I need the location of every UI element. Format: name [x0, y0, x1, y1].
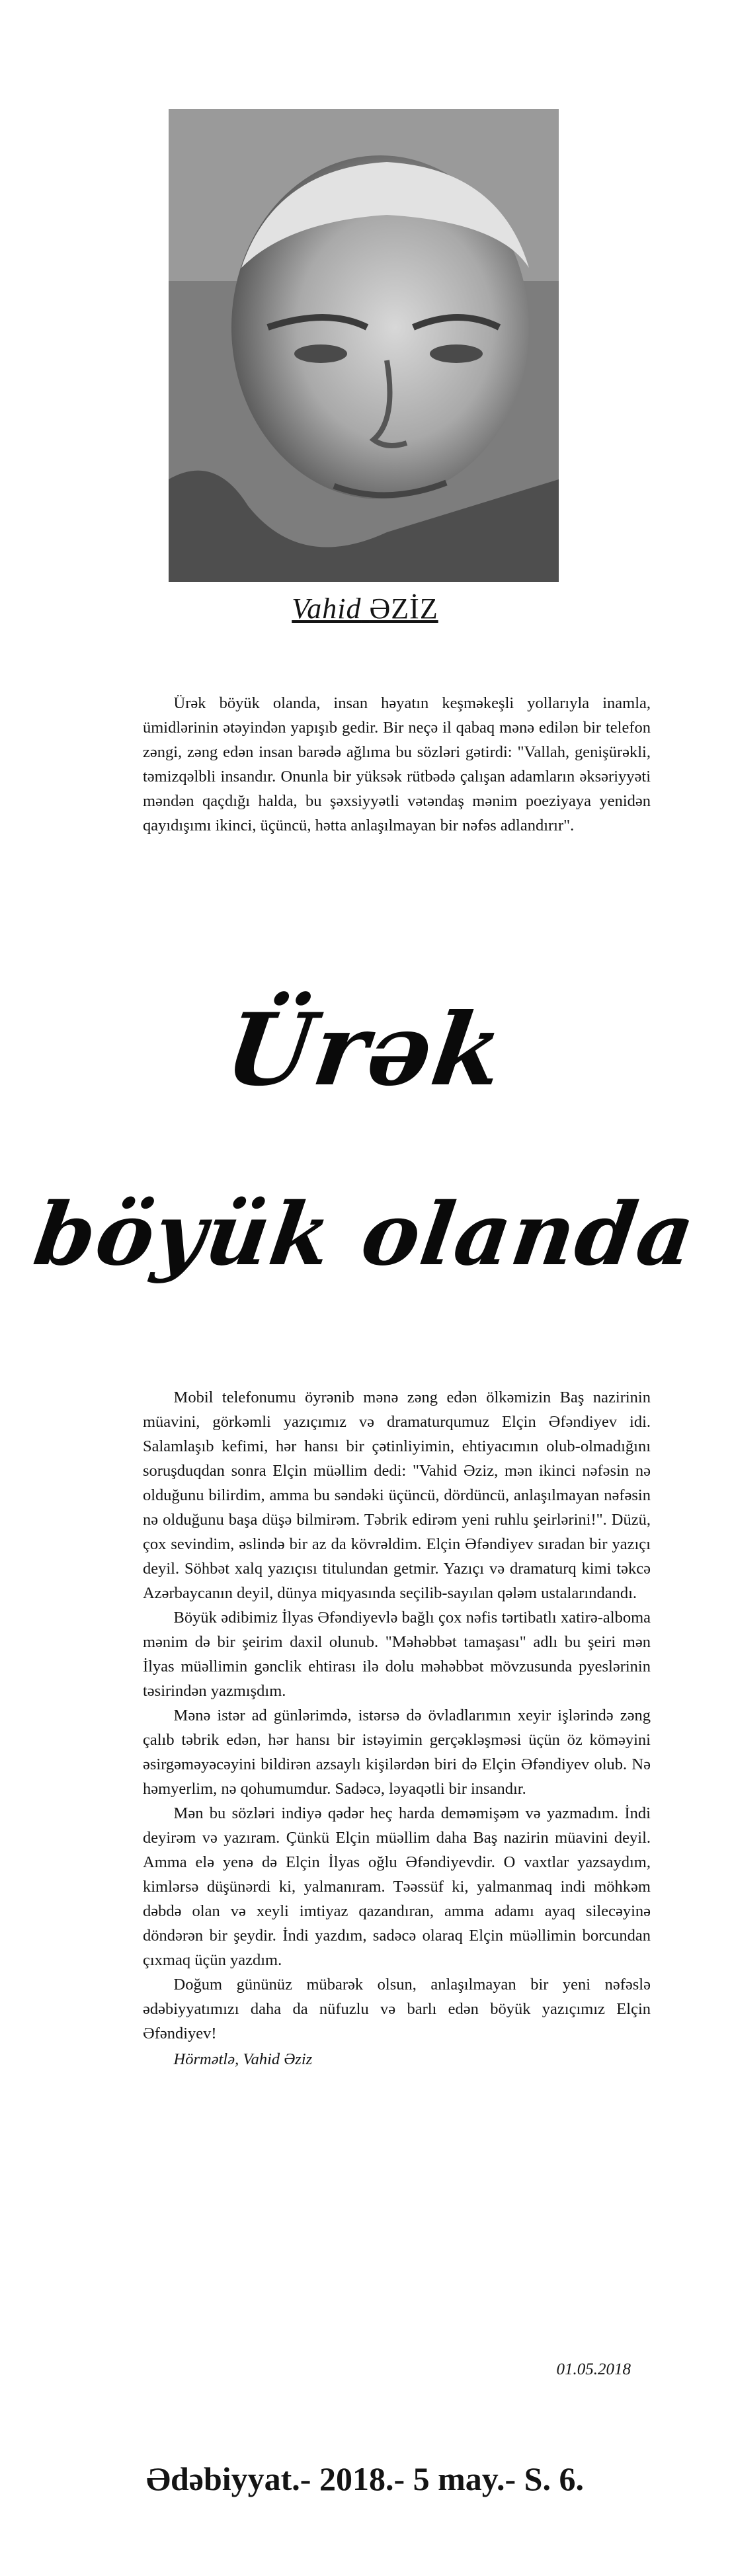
body-paragraph: Mobil telefonumu öyrənib mənə zəng edən ölkəmizin Baş nazirinin müavini, görkəmli yazıçımız və dramaturqumuz Elçin Əfəndiyev idi. Salamlaşıb kefimi, hər hansı bir çətinliyimin, ehtiyacımın olub-olmadığını soruşduqdan sonra Elçin müəllim dedi: "Vahid Əziz, mən ikinci nəfəsin nə olduğunu bilirdim, amma bu səndəki üçüncü, dördüncü, anlaşılmayan nəfəsin nə olduğunu başa düşə bilmirəm. Təbrik edirəm yeni ruhlu şeirlərini!". Düzü, çox sevindim, əslində bir az da kövrəldim. Elçin Əfəndiyev sıradan bir yazıçı deyil. Söhbət xalq yazıçısı titulundan getmir. Yazıçı və dramaturq kimi təkcə Azərbaycanın deyil, dünya miqyasında seçilib-sayılan qələm ustalarındandı.	[143, 1389, 651, 1602]
author-byline	[0, 592, 730, 625]
source-citation: Ədəbiyyat.- 2018.- 5 may.- S. 6.	[146, 2460, 584, 2497]
headline-line-2: böyük olanda	[28, 1184, 702, 1285]
article-date: 01.05.2018	[556, 2360, 631, 2378]
author-first-name: Vahid	[292, 592, 362, 625]
intro-paragraph: Ürək böyük olanda, insan həyatın keşməkeşli yollarıyla inamla, ümidlərinin ətəyindən yapışıb gedir. Bir neçə il qabaq mənə edilən bir telefon zəngi, zəng edən insan barədə ağlıma bu sözləri gətirdi: "Vallah, genişürəkli, təmizqəlbli insandır. Onunla bir yüksək rütbədə çalışan adamların əksəriyyəti məndən qaçdığı halda, bu şəxsiyyətli vətəndaş mənim poeziyaya yenidən qayıdışımı ikinci, üçüncü, hətta anlaşılmayan bir nəfəs adlandırır".	[143, 694, 651, 834]
body-paragraph: Mən bu sözləri indiyə qədər heç harda deməmişəm və yazmadım. İndi deyirəm və yazıram. Çünkü Elçin müəllim daha Baş nazirin müavini deyil. Amma elə yenə də Elçin İlyas oğlu Əfəndiyevdir. O vaxtlar yazsaydım, kimlərsə düşünərdi ki, yalmanıram. Təəssüf ki, yalmanmaq indi möhkəm dəbdə olan və xeyli imtiyaz qazandıran, amma adamı ayaq silecəyinə döndərən bir şeydir. İndi yazdım, sadəcə olaraq Elçin müəllimin borcundan çıxmaq üçün yazdım.	[143, 1804, 651, 1969]
body-paragraph: Böyük ədibimiz İlyas Əfəndiyevlə bağlı çox nəfis tərtibatlı xatirə-albomа mənim də bir şeirim daxil olunub. "Məhəbbət tamaşası" adlı bu şeiri mən İlyas müəllimin gənclik ehtirası ilə dolu məhəbbət mövzusunda pyeslərinin təsirindən yazmışdım.	[143, 1609, 651, 1700]
signature: Hörmətlə, Vahid Əziz	[173, 2050, 313, 2068]
article-body	[143, 1385, 651, 2072]
author-photo	[169, 109, 559, 582]
headline-line-1: Ürək	[219, 992, 511, 1108]
intro-paragraph-block	[143, 691, 651, 838]
body-paragraph: Doğum gününüz mübarək olsun, anlaşılmayan bir yeni nəfəslə ədəbiyyatımızı daha da nüfuzlu və barlı edən böyük yazıçımız Elçin Əfəndiyev!	[143, 1976, 651, 2042]
body-paragraph: Mənə istər ad günlərimdə, istərsə də övladlarımın xeyir işlərində zəng çalıb təbrik edən, hər hansı bir istəyimin gerçəkləşməsi üçün öz kömәyini əsirgəməyəcəyini bildirən azsaylı kişilərdən biri də Elçin Əfəndiyev olub. Nə həmyerlim, nə qohumumdur. Sadəcə, ləyaqətli bir insandır.	[143, 1707, 651, 1798]
author-last-name: ƏZİZ	[369, 592, 438, 625]
